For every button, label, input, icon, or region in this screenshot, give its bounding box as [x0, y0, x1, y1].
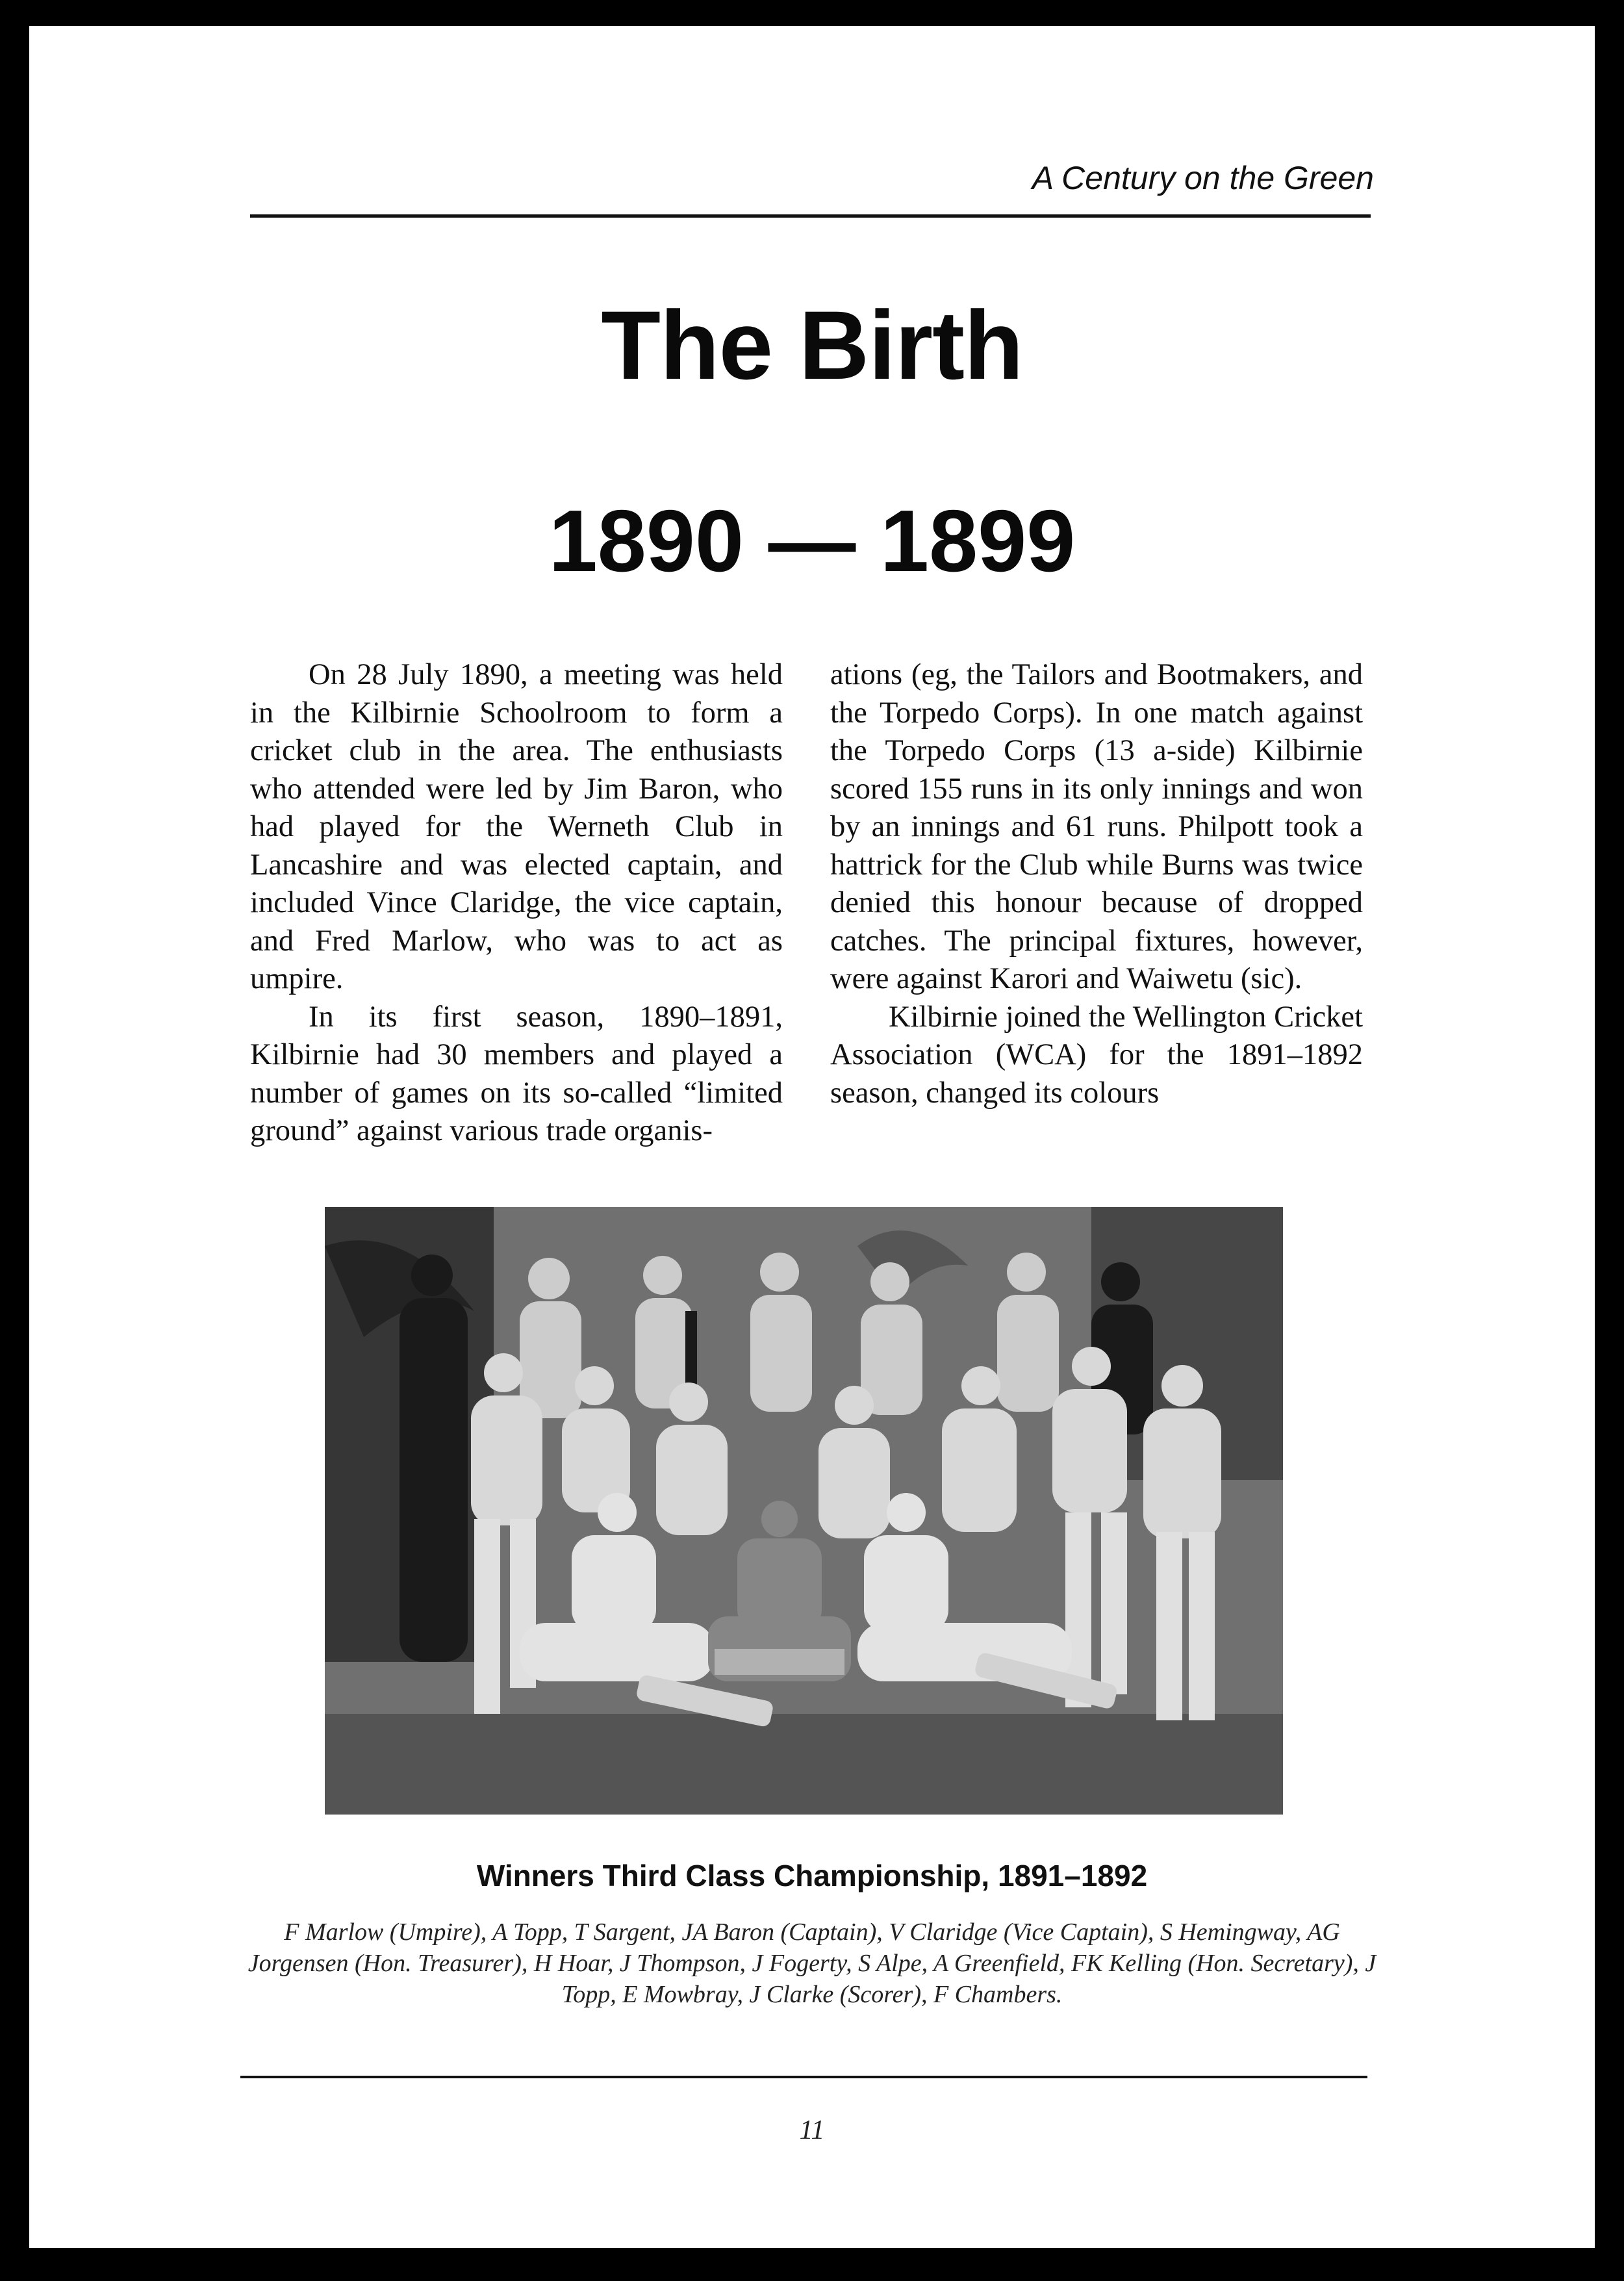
photo-caption-title: Winners Third Class Championship, 1891–1892 [476, 1859, 1148, 1892]
paragraph: Kilbirnie joined the Wellington Cricket Association (WCA) for the 1891–1892 season, changed its colours [830, 1000, 1363, 1110]
paragraph: On 28 July 1890, a meeting was held in the Kilbirnie Schoolroom to form a cricket club in the area. The enthusiasts who attended were led by Jim Baron, who had played for the Werneth Club in Lancashire and was elected captain, and included Vince Claridge, the vice captain, and Fred Marlow, who was to act as umpire. [250, 658, 783, 995]
team-photo-illustration [325, 1207, 1283, 1815]
footer-rule [240, 2076, 1367, 2078]
running-header: A Century on the Green [1032, 160, 1374, 196]
paragraph: In its first season, 1890–1891, Kilbirnie had 30 members and played a number of games on its so-called “limited ground” against various trade organis- [250, 1000, 783, 1147]
document-page [29, 26, 1595, 2248]
header-rule [250, 214, 1371, 218]
text-column-left [250, 656, 783, 1151]
team-photograph [325, 1207, 1283, 1815]
photo-caption-names: F Marlow (Umpire), A Topp, T Sargent, JA Baron (Captain), V Claridge (Vice Captain), S Hemingway, AG Jorgensen (Hon. Treasurer), H Hoar, J Thompson, J Fogerty, S Alpe, A Greenfield, FK Kelling (Hon. Secretary), J Topp, E Mowbray, J Clarke (Scorer), F Chambers. [247, 1918, 1377, 2008]
page-number: 11 [799, 2115, 825, 2145]
paragraph: ations (eg, the Tailors and Bootmakers, and the Torpedo Corps). In one match against the Torpedo Corps (13 a-side) Kilbirnie scored 155 runs in its only innings and won by an innings and 61 runs. Philpott took a hattrick for the Club while Burns was twice denied this honour because of dropped catches. The principal fixtures, however, were against Karori and Waiwetu (sic). [830, 658, 1363, 995]
text-column-right [830, 656, 1363, 1112]
chapter-title: The Birth [601, 290, 1023, 400]
chapter-years: 1890 — 1899 [548, 492, 1076, 590]
